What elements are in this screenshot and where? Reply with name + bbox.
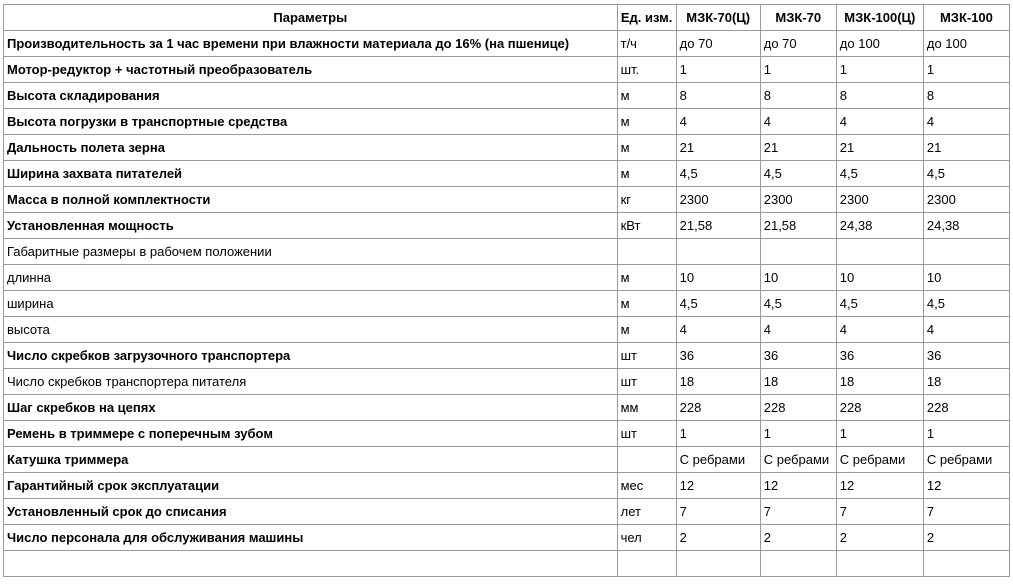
unit-cell: м <box>617 161 676 187</box>
value-cell: 7 <box>923 499 1009 525</box>
value-cell: 2300 <box>760 187 836 213</box>
table-row <box>4 109 1010 135</box>
table-row <box>4 343 1010 369</box>
param-cell: Установленный срок до списания <box>4 499 618 525</box>
value-cell: 8 <box>923 83 1009 109</box>
value-cell: 21 <box>836 135 923 161</box>
param-cell: Масса в полной комплектности <box>4 187 618 213</box>
param-cell: Ширина захвата питателей <box>4 161 618 187</box>
value-cell: 36 <box>836 343 923 369</box>
param-cell: высота <box>4 317 618 343</box>
table-row <box>4 57 1010 83</box>
value-cell: 21 <box>760 135 836 161</box>
value-cell: 4,5 <box>923 291 1009 317</box>
value-cell: 1 <box>760 57 836 83</box>
column-header-1: Ед. изм. <box>617 5 676 31</box>
value-cell: 4 <box>676 109 760 135</box>
param-cell: Мотор-редуктор + частотный преобразователь <box>4 57 618 83</box>
value-cell: 4,5 <box>676 161 760 187</box>
value-cell: 4 <box>760 109 836 135</box>
value-cell: 228 <box>923 395 1009 421</box>
value-cell: 18 <box>923 369 1009 395</box>
value-cell: 228 <box>836 395 923 421</box>
value-cell: 18 <box>760 369 836 395</box>
table-row <box>4 239 1010 265</box>
value-cell: 21 <box>676 135 760 161</box>
table-row <box>4 291 1010 317</box>
value-cell: до 70 <box>760 31 836 57</box>
value-cell: до 70 <box>676 31 760 57</box>
value-cell <box>836 239 923 265</box>
table-row <box>4 317 1010 343</box>
table-row <box>4 213 1010 239</box>
value-cell: 18 <box>836 369 923 395</box>
param-cell: Число скребков транспортера питателя <box>4 369 618 395</box>
unit-cell: мес <box>617 473 676 499</box>
table-row <box>4 265 1010 291</box>
header-row <box>4 5 1010 31</box>
value-cell: 36 <box>676 343 760 369</box>
unit-cell: м <box>617 317 676 343</box>
value-cell: до 100 <box>923 31 1009 57</box>
unit-cell: т/ч <box>617 31 676 57</box>
table-row <box>4 83 1010 109</box>
value-cell: 21,58 <box>676 213 760 239</box>
param-cell: ширина <box>4 291 618 317</box>
value-cell: 2 <box>760 525 836 551</box>
spec-table-body <box>4 31 1010 577</box>
value-cell: 24,38 <box>836 213 923 239</box>
value-cell: 12 <box>836 473 923 499</box>
unit-cell: чел <box>617 525 676 551</box>
value-cell: 1 <box>836 421 923 447</box>
table-row <box>4 421 1010 447</box>
value-cell: 1 <box>760 421 836 447</box>
param-cell: Шаг скребков на цепях <box>4 395 618 421</box>
value-cell: 1 <box>923 421 1009 447</box>
value-cell: С ребрами <box>836 447 923 473</box>
param-cell: Катушка триммера <box>4 447 618 473</box>
value-cell: С ребрами <box>760 447 836 473</box>
value-cell: 7 <box>676 499 760 525</box>
value-cell: 8 <box>836 83 923 109</box>
param-cell: Габаритные размеры в рабочем положении <box>4 239 618 265</box>
value-cell: 2 <box>836 525 923 551</box>
value-cell: 2 <box>676 525 760 551</box>
value-cell: 4,5 <box>760 161 836 187</box>
value-cell: 4,5 <box>836 291 923 317</box>
value-cell: 18 <box>676 369 760 395</box>
unit-cell <box>617 239 676 265</box>
column-header-3: МЗК-70 <box>760 5 836 31</box>
value-cell: 24,38 <box>923 213 1009 239</box>
value-cell: 4 <box>923 317 1009 343</box>
unit-cell: м <box>617 291 676 317</box>
unit-cell <box>617 447 676 473</box>
value-cell <box>676 239 760 265</box>
value-cell: 228 <box>760 395 836 421</box>
param-cell: Ремень в триммере с поперечным зубом <box>4 421 618 447</box>
value-cell: 21 <box>923 135 1009 161</box>
value-cell: 2 <box>923 525 1009 551</box>
value-cell: 4,5 <box>676 291 760 317</box>
table-row <box>4 525 1010 551</box>
unit-cell <box>617 551 676 577</box>
table-row <box>4 499 1010 525</box>
unit-cell: м <box>617 135 676 161</box>
param-cell: Дальность полета зерна <box>4 135 618 161</box>
column-header-5: МЗК-100 <box>923 5 1009 31</box>
value-cell: до 100 <box>836 31 923 57</box>
param-cell: Производительность за 1 час времени при влажности материала до 16% (на пшенице) <box>4 31 618 57</box>
value-cell <box>836 551 923 577</box>
value-cell <box>923 239 1009 265</box>
value-cell: 7 <box>760 499 836 525</box>
value-cell: 4 <box>923 109 1009 135</box>
value-cell: 228 <box>676 395 760 421</box>
value-cell: 12 <box>760 473 836 499</box>
value-cell: С ребрами <box>923 447 1009 473</box>
value-cell: 2300 <box>836 187 923 213</box>
value-cell: 12 <box>676 473 760 499</box>
unit-cell: шт. <box>617 57 676 83</box>
param-cell: Число скребков загрузочного транспортера <box>4 343 618 369</box>
table-row <box>4 395 1010 421</box>
param-cell: Установленная мощность <box>4 213 618 239</box>
value-cell: 4 <box>836 317 923 343</box>
table-row <box>4 31 1010 57</box>
column-header-2: МЗК-70(Ц) <box>676 5 760 31</box>
table-row <box>4 135 1010 161</box>
value-cell <box>760 551 836 577</box>
unit-cell: кВт <box>617 213 676 239</box>
unit-cell: лет <box>617 499 676 525</box>
param-cell <box>4 551 618 577</box>
value-cell <box>923 551 1009 577</box>
value-cell: 1 <box>676 57 760 83</box>
value-cell: 7 <box>836 499 923 525</box>
table-row <box>4 473 1010 499</box>
unit-cell: шт <box>617 343 676 369</box>
param-cell: Число персонала для обслуживания машины <box>4 525 618 551</box>
value-cell: 8 <box>676 83 760 109</box>
table-row <box>4 551 1010 577</box>
spec-table <box>3 4 1010 577</box>
value-cell: 4,5 <box>836 161 923 187</box>
unit-cell: м <box>617 83 676 109</box>
value-cell: 10 <box>760 265 836 291</box>
value-cell: 1 <box>923 57 1009 83</box>
value-cell: 4 <box>836 109 923 135</box>
value-cell: 12 <box>923 473 1009 499</box>
value-cell: 21,58 <box>760 213 836 239</box>
value-cell <box>676 551 760 577</box>
value-cell: 4 <box>760 317 836 343</box>
table-row <box>4 187 1010 213</box>
param-cell: длинна <box>4 265 618 291</box>
param-cell: Высота складирования <box>4 83 618 109</box>
unit-cell: шт <box>617 369 676 395</box>
value-cell: 36 <box>760 343 836 369</box>
unit-cell: м <box>617 265 676 291</box>
column-header-0: Параметры <box>4 5 618 31</box>
unit-cell: м <box>617 109 676 135</box>
column-header-4: МЗК-100(Ц) <box>836 5 923 31</box>
value-cell: С ребрами <box>676 447 760 473</box>
value-cell: 10 <box>836 265 923 291</box>
unit-cell: кг <box>617 187 676 213</box>
table-row <box>4 447 1010 473</box>
table-row <box>4 161 1010 187</box>
value-cell: 8 <box>760 83 836 109</box>
value-cell: 4,5 <box>923 161 1009 187</box>
param-cell: Высота погрузки в транспортные средства <box>4 109 618 135</box>
value-cell <box>760 239 836 265</box>
value-cell: 1 <box>836 57 923 83</box>
value-cell: 4 <box>676 317 760 343</box>
unit-cell: шт <box>617 421 676 447</box>
value-cell: 2300 <box>676 187 760 213</box>
value-cell: 4,5 <box>760 291 836 317</box>
unit-cell: мм <box>617 395 676 421</box>
param-cell: Гарантийный срок эксплуатации <box>4 473 618 499</box>
value-cell: 10 <box>676 265 760 291</box>
table-row <box>4 369 1010 395</box>
value-cell: 36 <box>923 343 1009 369</box>
value-cell: 2300 <box>923 187 1009 213</box>
value-cell: 1 <box>676 421 760 447</box>
value-cell: 10 <box>923 265 1009 291</box>
